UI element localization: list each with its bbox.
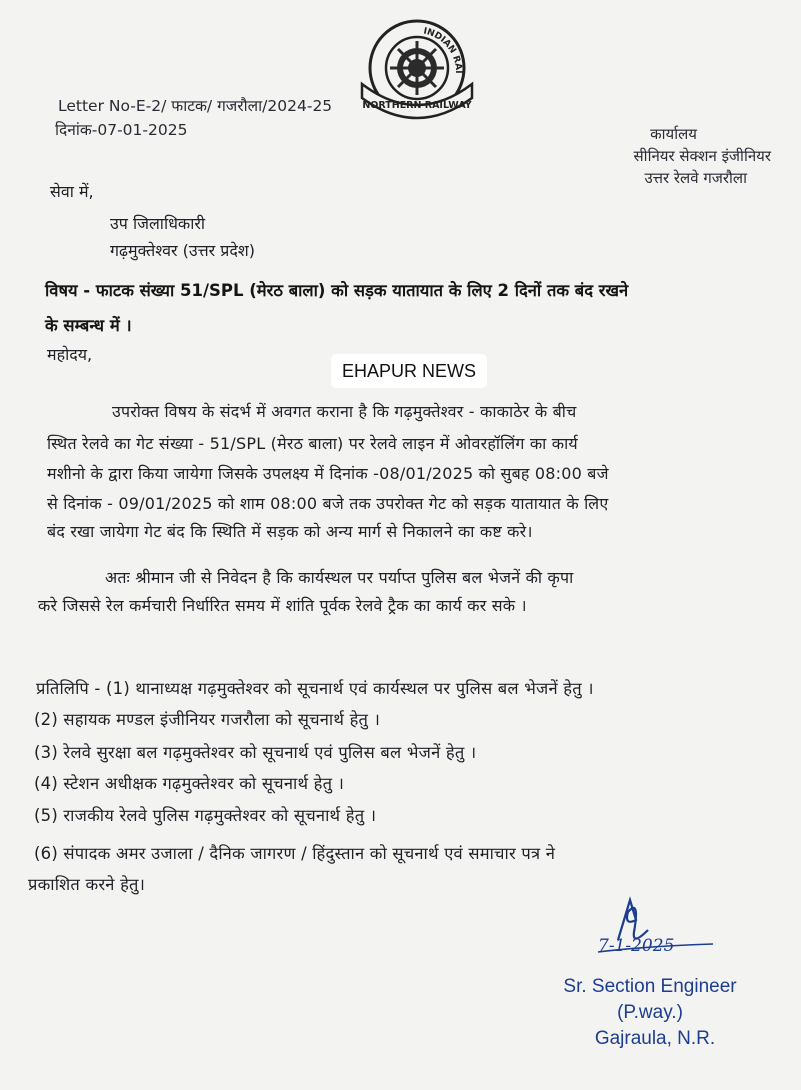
body-line: उपरोक्त विषय के संदर्भ में अवगत कराना है कि गढ़मुक्तेश्वर - काकाठेर के बीच [112,402,577,421]
body-line: करे जिससे रेल कर्मचारी निर्धारित समय में शांति पूर्वक रेलवे ट्रैक का कार्य कर सके । [38,596,527,615]
body-line: बंद रखा जायेगा गेट बंद कि स्थिति में सड़क को अन्य मार्ग से निकालने का कष्ट करे। [47,522,533,541]
copy-to-line: (2) सहायक मण्डल इंजीनियर गजरौला को सूचनार्थ हेतु । [34,710,381,729]
signatory-title: Sr. Section Engineer [563,976,737,997]
recipient-place: गढ़मुक्तेश्वर (उत्तर प्रदेश) [110,241,256,260]
body-line: मशीनो के द्वारा किया जायेगा जिसके उपलक्ष्य में दिनांक -08/01/2025 को सुबह 08:00 बजे [47,464,609,483]
northern-railway-logo [356,14,478,124]
copy-to-line: (4) स्टेशन अधीक्षक गढ़मुक्तेश्वर को सूचनार्थ हेतु । [34,774,345,793]
signature-scribble-icon [588,890,728,970]
signature [588,890,728,970]
copy-to-line: प्रतिलिपि - (1) थानाध्यक्ष गढ़मुक्तेश्वर को सूचनार्थ एवं कार्यस्थल पर पुलिस बल भेजनें हेतु । [36,679,594,698]
recipient-salutation: सेवा में, [50,182,94,201]
greeting: महोदय, [47,345,93,364]
body-line: स्थित रेलवे का गेट संख्या - 51/SPL (मेरठ बाला) पर रेलवे लाइन में ओवरहॉलिंग का कार्य [47,434,578,453]
copy-to-line: प्रकाशित करने हेतु। [28,875,146,894]
office-label: कार्यालय [650,125,697,143]
copy-to-line: (5) राजकीय रेलवे पुलिस गढ़मुक्तेश्वर को सूचनार्थ हेतु । [34,806,377,825]
signatory-unit: (P.way.) [617,1002,683,1023]
northern-railway-emblem-icon [356,14,478,124]
office-location: उत्तर रेलवे गजरौला [644,169,747,187]
signatory-location: Gajraula, N.R. [594,1028,716,1049]
signature-date: 7-1-2025 [598,936,675,956]
emblem-ring-text: INDIAN RAI [422,26,464,74]
letter-number: Letter No-E-2/ फाटक/ गजरौला/2024-25 [58,97,333,115]
subject-line-1: विषय - फाटक संख्या 51/SPL (मेरठ बाला) को सड़क यातायात के लिए 2 दिनों तक बंद रखने [45,281,629,300]
recipient-designation: उप जिलाधिकारी [110,214,206,233]
body-line: से दिनांक - 09/01/2025 को शाम 08:00 बजे तक उपरोक्त गेट को सड़क यातायात के लिए [47,494,609,513]
office-designation: सीनियर सेक्शन इंजीनियर [633,147,771,165]
copy-to-line: (3) रेलवे सुरक्षा बल गढ़मुक्तेश्वर को सूचनार्थ एवं पुलिस बल भेजनें हेतु । [34,743,477,762]
subject-line-2: के सम्बन्ध में । [45,316,132,335]
watermark-label: EHAPUR NEWS [331,354,487,388]
emblem-banner-text: NORTHERN RAILWAY [362,100,472,111]
body-line: अतः श्रीमान जी से निवेदन है कि कार्यस्थल पर पर्याप्त पुलिस बल भेजनें की कृपा [105,568,574,587]
letter-date: दिनांक-07-01-2025 [55,121,188,139]
copy-to-line: (6) संपादक अमर उजाला / दैनिक जागरण / हिंदुस्तान को सूचनार्थ एवं समाचार पत्र ने [34,844,556,863]
